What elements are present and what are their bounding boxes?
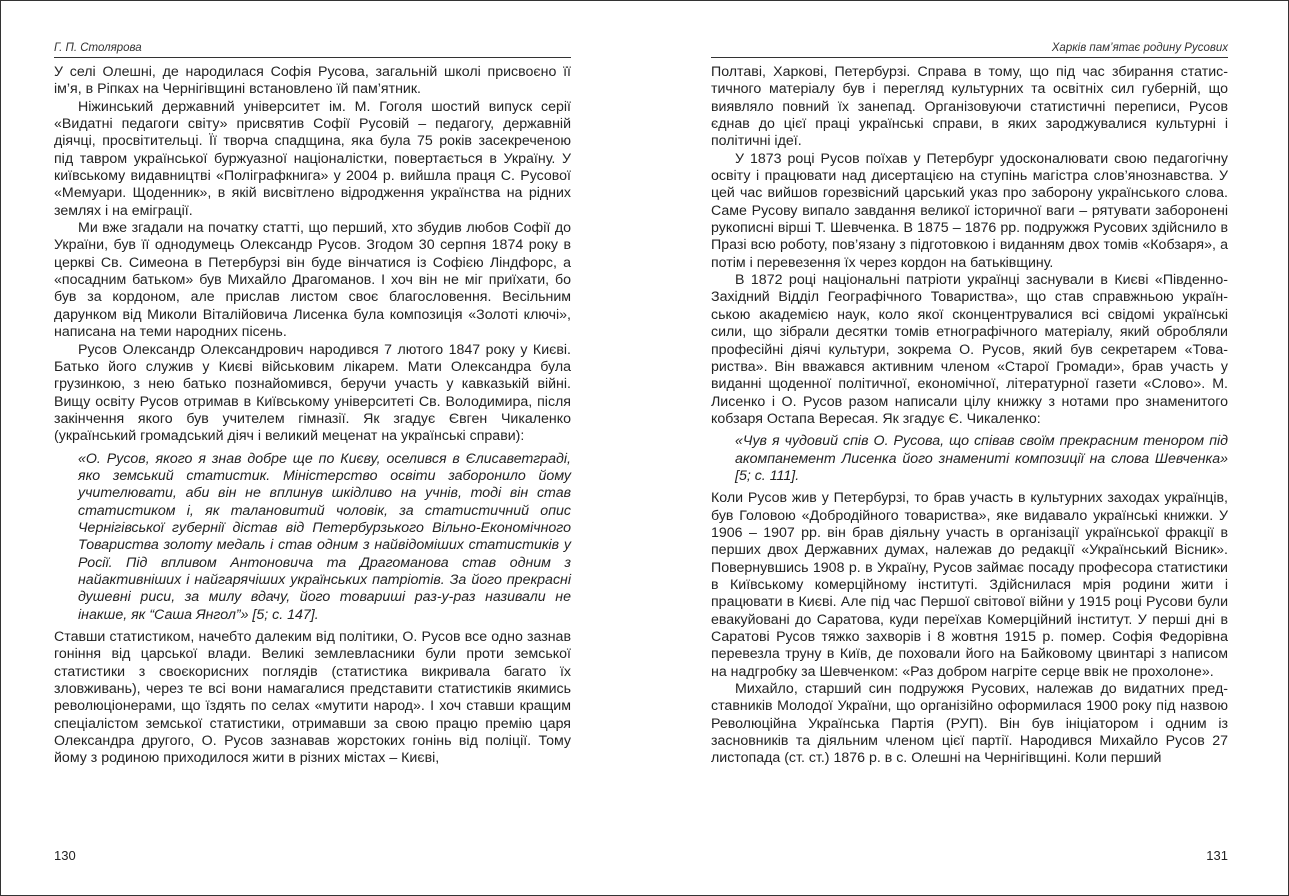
paragraph: Ставши статистиком, начебто далеким від політики, О. Русов все одно зазнав гоніння від царської влади. Великі землевласники були проти земської статистики з своєкорисних поглядів (статистика викривала багато їх зловживань), через те всі вони намагалися представити статистиків якимись революціонерами, що їздять по селах «мутити народ». І хоч ставши кращим спеціалістом земської статистики, отримавши за свою працю премію царя Олександра другого, О. Русов зазнавав жорстоких гонінь від поліції. Тому йому з родиною приходилося жити в різних містах – Києві,	[54, 629, 571, 767]
paragraph: Ніжинський державний університет ім. М. Гоголя шостий випуск серії «Видатні педагоги світу» присвятив Софії Русовій – педагогу, державній діячці, просвітительці. Її творча спадщина, яка була 75 років засекреченою під тавром української буржуазної націоналістки, повертається в Україну. У київському видавництві «Поліграфкнига» у 2004 р. вийшла праця С. Русової «Мемуари. Щоденник», в якій висвітлено відродження українства на рідних землях і на еміграції.	[54, 98, 571, 219]
paragraph: У 1873 році Русов поїхав у Петербург удосконалювати свою педагогічну освіту і працювати над дисертацією на ступінь магістра слов’янознавства. У цей час вийшов горезвісний царський указ про заборону українського слова. Саме Русову випало завдання великої історичної ваги – рятувати заборонені рукописні вірші Т. Шевченка. В 1875 – 1876 рр. подружжя Русових здійснило в Празі всю роботу, пов’язану з підготовкою і виданням двох томів «Кобзаря», а потім і перевезення їх через кордон на батьківщину.	[711, 150, 1228, 271]
paragraph: Ми вже згадали на початку статті, що перший, хто збудив любов Софії до України, був її однодумець Олександр Русов. Згодом 30 серпня 1874 року в церкві Св. Симеона в Петербурзі він буде вінчатися із Софією Ліндфорс, а «посадним батьком» був Михайло Драгоманов. І хоч він не міг приїхати, бо був за кордоном, але прислав листом своє благословення. Весільним дарунком від Миколи Віталійовича Лисенка була композиція «Золоті ключі», написана на теми народних пісень.	[54, 220, 571, 341]
running-head-title: Харків пам’ятає родину Русових	[711, 41, 1228, 58]
paragraph: Русов Олександр Олександрович народився 7 лютого 1847 року у Києві. Батько його служив у Києві військовим лікарем. Мати Олександра була грузинкою, з нею батько познайомився, беручи участь у кавказькій війні. Вищу освіту Русов отримав в Київському університеті Св. Володимира, після закінчення якого був учителем гімназії. Як згадує Євген Чикаленко (український громадський діяч і великий меценат на українські справи):	[54, 341, 571, 445]
paragraph: У селі Олешні, де народилася Софія Русова, загальній школі присвоєно її ім’я, в Ріпках на Чернігівщині встановлено їй пам’ятник.	[54, 64, 571, 98]
right-page	[711, 1, 1228, 895]
right-page-body	[711, 64, 1228, 768]
block-quote: «О. Русов, якого я знав добре ще по Києву, оселився в Єлисаветграді, яко земський статистик. Міністерство освіти заборонило йому учителювати, аби він не вплинув шкідливо на учнів, тоді він став статистиком і, як талановитий чоловік, за статистичний опис Чернігівської губернії дістав від Петербурзького Вільно-Економічного Товариства золоту медаль і став одним з найвідоміших статистиків у Росії. Під впливом Антоновича та Драгоманова став одним з найактивніших і найгарячіших українських патріотів. За його прекрасні душевні риси, за милу вдачу, його товариші раз-у-раз називали не інакше, як “Саша Янгол”» [5; с. 147].	[78, 450, 571, 623]
left-page	[54, 1, 571, 895]
page-number: 130	[54, 848, 76, 863]
paragraph: Коли Русов жив у Петербурзі, то брав участь в культурних заходах українців, був Головою «Добродійного товариства», яке видавало українські книжки. У 1906 – 1907 рр. він брав діяльну участь в організації української фракції в перших двох Державних думах, належав до редакції «Український Вісник». Повернувшись 1908 р. в Україну, Русов займає посаду професора статистики в Київському комерційному інституті. Здійснилася мрія родини жити і працювати в Києві. Але під час Першої світової війни у 1915 році Русови були евакуйовані до Саратова, куди переїхав Комерційний інститут. У перші дні в Саратові Русов тяжко захворів і 8 жовтня 1915 р. помер. Софія Федорівна перевезла труну в Київ, де поховали його на Байковому цвинтарі з написом на надгробку за Шевченком: «Раз добром нагріте серце ввік не прохолоне».	[711, 490, 1228, 680]
paragraph: В 1872 році національні патріоти українці заснували в Києві «Південно-Західний Відділ Географічного Товариства», що став справжньою українською академією наук, коло якої сконцентрувалися всі свідомі українські сили, що зібрали десятки томів етнографічного матеріалу, який обробляли професійні діячі культури, зокрема О. Русов, який був секретарем «Товариства». Він вважався активним членом «Старої Громади», брав участь у виданні щоденної політичної, економічної, літературної газети «Слово». М. Лисенко і О. Русов разом написали цілу книжку з нотами про знаменитого кобзаря Остапа Вересая. Як згадує Є. Чикаленко:	[711, 272, 1228, 427]
paragraph: Полтаві, Харкові, Петербурзі. Справа в тому, що під час збирання статистичного матеріалу був і перегляд культурних та освітніх сил губерній, що виявляло повний їх занепад. Організовуючи статистичні переписи, Русов єднав до цієї праці українські справи, в яких зароджувалися культурні і політичні ідеї.	[711, 64, 1228, 150]
left-page-body	[54, 64, 571, 768]
paragraph: Михайло, старший син подружжя Русових, належав до видатних представників Молодої України, що організійно оформилася 1900 року під назвою Революційна Українська Партія (РУП). Він був ініціатором і одним із засновників та діяльним членом цієї партії. Народився Михайло Русов 27 листопада (ст. ст.) 1876 р. в с. Олешні на Чернігівщині. Коли перший	[711, 681, 1228, 767]
page-number: 131	[1206, 848, 1228, 863]
running-head-author: Г. П. Столярова	[54, 41, 571, 58]
block-quote: «Чув я чудовий спів О. Русова, що співав своїм прекрасним тенором під акомпанемент Лисенка його знамениті композиції на слова Шевченка» [5; с. 111].	[735, 433, 1228, 484]
